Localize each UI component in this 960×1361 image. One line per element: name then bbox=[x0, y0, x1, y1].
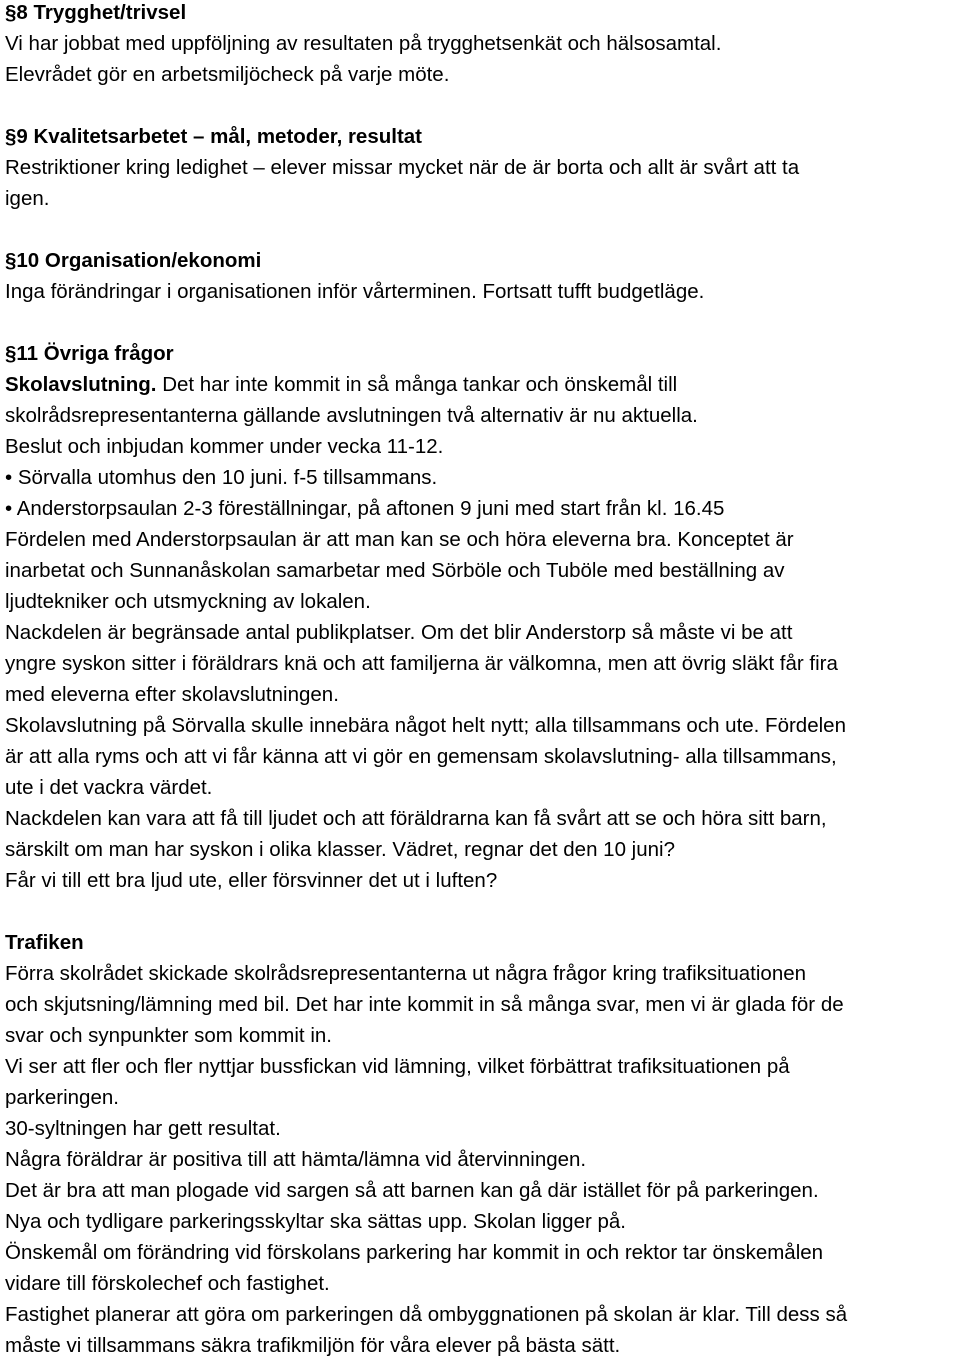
paragraph-line: parkeringen. bbox=[5, 1086, 119, 1109]
paragraph-line: Några föräldrar är positiva till att hämta/lämna vid återvinningen. bbox=[5, 1148, 587, 1171]
paragraph-line: Nackdelen kan vara att få till ljudet och att föräldrarna kan få svårt att se och höra sitt barn, bbox=[5, 807, 827, 830]
paragraph-line: Önskemål om förändring vid förskolans parkering har kommit in och rektor tar önskemålen bbox=[5, 1241, 824, 1264]
paragraph-line: måste vi tillsammans säkra trafikmiljön för våra elever på bästa sätt. bbox=[5, 1334, 621, 1357]
paragraph-line: Fastighet planerar att göra om parkeringen då ombyggnationen på skolan är klar. Till dess så bbox=[5, 1303, 848, 1326]
paragraph-line: ljudtekniker och utsmyckning av lokalen. bbox=[5, 590, 371, 613]
paragraph-line: Nackdelen är begränsade antal publikplatser. Om det blir Anderstorp så måste vi be att bbox=[5, 621, 793, 644]
paragraph-line: inarbetat och Sunnanåskolan samarbetar med Sörböle och Tuböle med beställning av bbox=[5, 559, 785, 582]
paragraph-line: vidare till förskolechef och fastighet. bbox=[5, 1272, 330, 1295]
paragraph-line: igen. bbox=[5, 187, 50, 210]
skolavslutning-label: Skolavslutning. bbox=[5, 373, 157, 396]
paragraph-line: 30-syltningen har gett resultat. bbox=[5, 1117, 281, 1140]
paragraph-line: Det är bra att man plogade vid sargen så att barnen kan gå där istället för på parkeringen. bbox=[5, 1179, 819, 1202]
section-9-heading: §9 Kvalitetsarbetet – mål, metoder, resultat bbox=[5, 125, 423, 148]
paragraph-line: svar och synpunkter som kommit in. bbox=[5, 1024, 332, 1047]
paragraph-line: Vi har jobbat med uppföljning av resultaten på trygghetsenkät och hälsosamtal. bbox=[5, 32, 722, 55]
paragraph-line: Inga förändringar i organisationen inför vårterminen. Fortsatt tufft budgetläge. bbox=[5, 280, 705, 303]
paragraph-text: Det har inte kommit in så många tankar och önskemål till bbox=[156, 373, 678, 396]
paragraph-line: ute i det vackra värdet. bbox=[5, 776, 213, 799]
paragraph-line bbox=[5, 369, 677, 400]
paragraph-line: och skjutsning/lämning med bil. Det har inte kommit in så många svar, men vi är glada för de bbox=[5, 993, 844, 1016]
paragraph-line: Skolavslutning på Sörvalla skulle innebära något helt nytt; alla tillsammans och ute. Fördelen bbox=[5, 714, 846, 737]
bullet-item: • Anderstorpsaulan 2-3 föreställningar, på aftonen 9 juni med start från kl. 16.45 bbox=[5, 497, 725, 520]
section-8-heading: §8 Trygghet/trivsel bbox=[5, 1, 187, 24]
trafiken-heading: Trafiken bbox=[5, 931, 84, 954]
paragraph-line: Beslut och inbjudan kommer under vecka 11-12. bbox=[5, 435, 444, 458]
section-11-heading: §11 Övriga frågor bbox=[5, 342, 174, 365]
paragraph-line: Vi ser att fler och fler nyttjar bussfickan vid lämning, vilket förbättrat trafiksituationen på bbox=[5, 1055, 790, 1078]
paragraph-line: är att alla ryms och att vi får känna att vi gör en gemensam skolavslutning- alla tillsammans, bbox=[5, 745, 837, 768]
paragraph-line: Restriktioner kring ledighet – elever missar mycket när de är borta och allt är svårt att ta bbox=[5, 156, 800, 179]
paragraph-line: Fördelen med Anderstorpsaulan är att man kan se och höra eleverna bra. Konceptet är bbox=[5, 528, 794, 551]
paragraph-line: Får vi till ett bra ljud ute, eller försvinner det ut i luften? bbox=[5, 869, 498, 892]
paragraph-line: skolrådsrepresentanterna gällande avslutningen två alternativ är nu aktuella. bbox=[5, 404, 698, 427]
paragraph-line: med eleverna efter skolavslutningen. bbox=[5, 683, 339, 706]
paragraph-line: Förra skolrådet skickade skolrådsrepresentanterna ut några frågor kring trafiksituationen bbox=[5, 962, 807, 985]
paragraph-line: Nya och tydligare parkeringsskyltar ska sättas upp. Skolan ligger på. bbox=[5, 1210, 627, 1233]
section-10-heading: §10 Organisation/ekonomi bbox=[5, 249, 262, 272]
paragraph-line: yngre syskon sitter i föräldrars knä och att familjerna är välkomna, men att övrig släkt får fira bbox=[5, 652, 838, 675]
paragraph-line: särskilt om man har syskon i olika klasser. Vädret, regnar det den 10 juni? bbox=[5, 838, 675, 861]
bullet-item: • Sörvalla utomhus den 10 juni. f-5 tillsammans. bbox=[5, 466, 438, 489]
paragraph-line: Elevrådet gör en arbetsmiljöcheck på varje möte. bbox=[5, 63, 450, 86]
